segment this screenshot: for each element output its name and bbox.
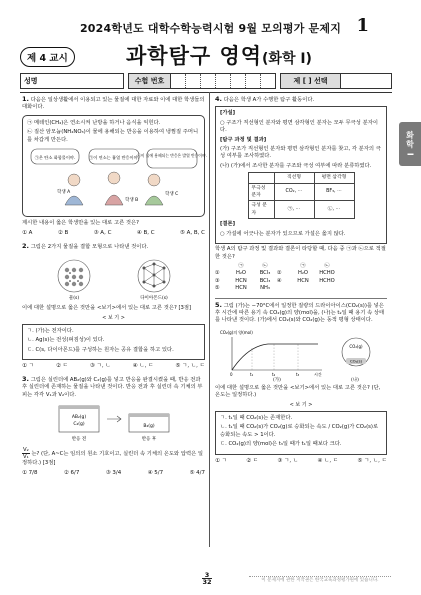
choice-head: ㉠ bbox=[238, 262, 244, 269]
left-column bbox=[22, 96, 205, 483]
subject-main: 과학탐구 영역 bbox=[126, 44, 263, 68]
question-stem: 그림은 2가지 물질을 결합 모형으로 나타낸 것이다. bbox=[30, 243, 149, 250]
question-number: 2. bbox=[22, 241, 29, 250]
choice-4[interactable]: ④ B, C bbox=[136, 230, 155, 237]
choice-marker[interactable]: ⑤ bbox=[215, 285, 220, 292]
bonding-model-figure bbox=[34, 254, 194, 302]
choice-1[interactable]: ① ㄱ bbox=[215, 457, 227, 464]
before-item-1: AB₂(g) bbox=[71, 414, 86, 420]
question-ask: 이에 대한 설명으로 옳은 것만을 <보기>에서 있는 대로 고른 것은? (단, 온도는 일정하다.) bbox=[215, 384, 381, 399]
table-cell: CO₂, ⋯ bbox=[274, 183, 314, 201]
table-cell: ㉠, ⋯ bbox=[274, 201, 314, 219]
table-cell: ㉡, ⋯ bbox=[314, 201, 354, 219]
choice-marker[interactable]: ① bbox=[215, 270, 220, 277]
table-head-cell: 평면 삼각형 bbox=[314, 173, 354, 183]
name-field[interactable] bbox=[20, 73, 124, 89]
answer-choices bbox=[22, 363, 205, 370]
choice-value: NH₃ bbox=[260, 285, 270, 292]
choice-1[interactable]: ① A bbox=[22, 230, 33, 237]
choice-value: BCl₃ bbox=[259, 277, 271, 284]
t-label-3: t₃ bbox=[296, 371, 300, 377]
bogi-box bbox=[22, 324, 205, 360]
answer-choices bbox=[22, 470, 205, 477]
student-a-label: 학생 A bbox=[56, 190, 70, 196]
bogi-item: ㄴ. Ag(s)는 전성(펴짐성)이 있다. bbox=[27, 337, 105, 344]
elective-choice-field[interactable] bbox=[280, 73, 392, 89]
choice-2[interactable]: ② ㄷ bbox=[55, 363, 68, 370]
conclusion-text: ○ 가설에 어긋나는 분자가 있으므로 가설은 옳지 않다. bbox=[220, 230, 346, 237]
question-ask: 제시한 내용이 옳은 학생만을 있는 대로 고른 것은? bbox=[22, 220, 139, 227]
bogi-item: ㄴ. t₁일 때 CO₂(s)가 CO₂(g)로 승화되는 속도 / CO₂(g)가 CO₂(s)로 승화되는 속도 > 1이다. bbox=[220, 424, 379, 438]
subject-title bbox=[126, 40, 312, 70]
choice-row[interactable] bbox=[215, 285, 339, 292]
digit-box[interactable] bbox=[246, 74, 261, 88]
fig-label-a: (가) bbox=[273, 377, 281, 383]
info-line: ㉠ 메테인(CH₄)은 연소시켜 난방을 하거나 음식을 익힌다. bbox=[27, 119, 161, 126]
ratio-den: V₁ bbox=[23, 453, 29, 460]
bubble-b: ㉠이 연소는 흡열 반응이야. bbox=[88, 155, 139, 161]
conclusion-title: [결론] bbox=[220, 221, 236, 228]
digit-box[interactable] bbox=[216, 74, 231, 88]
choice-5[interactable]: ⑤ ㄱ, ㄴ, ㄷ bbox=[175, 363, 205, 370]
before-label: 반응 전 bbox=[71, 436, 86, 442]
choice-5[interactable]: ⑤ A, B, C bbox=[179, 230, 205, 237]
bogi-title: < 보 기 > bbox=[102, 314, 125, 321]
candidate-info-row bbox=[20, 73, 392, 89]
choice-4[interactable]: ④ ㄴ, ㄷ bbox=[317, 457, 339, 464]
bogi-box bbox=[215, 411, 387, 455]
bogi-title: < 보 기 > bbox=[289, 401, 313, 408]
question-3 bbox=[22, 376, 205, 478]
equilibrium-figure bbox=[218, 328, 384, 382]
table-cell: 극성 분자 bbox=[248, 201, 274, 219]
header-rule bbox=[20, 92, 392, 93]
volume-ratio bbox=[22, 447, 30, 460]
page-number: 1 bbox=[356, 15, 369, 36]
choice-row[interactable] bbox=[215, 270, 339, 277]
model-label-2: 다이아몬드(s) bbox=[139, 296, 168, 302]
page-fraction bbox=[202, 572, 211, 585]
page-current: 3 bbox=[202, 572, 211, 579]
choice-4[interactable]: ④ 5/7 bbox=[147, 470, 164, 477]
choice-marker[interactable]: ③ bbox=[215, 277, 220, 284]
name-label: 성명 bbox=[24, 77, 38, 85]
bogi-item: ㄱ. t₁일 때 CO₂(s)는 존재한다. bbox=[220, 414, 293, 421]
choice-marker[interactable]: ④ bbox=[277, 277, 282, 284]
session-badge: 제 4 교시 bbox=[20, 47, 75, 67]
answer-choice-table bbox=[215, 263, 339, 293]
hypothesis-text: ○ 구조가 직선형인 분자와 평면 삼각형인 분자는 모두 무극성 분자이다. bbox=[220, 119, 378, 134]
choice-marker[interactable]: ② bbox=[277, 270, 282, 277]
digit-box[interactable] bbox=[171, 74, 186, 88]
choice-1[interactable]: ① 7/8 bbox=[22, 470, 38, 477]
cylinder-figure bbox=[39, 402, 189, 444]
bogi-item: ㄷ. C(s, 다이아몬드)를 구성하는 원자는 공유 결합을 하고 있다. bbox=[27, 346, 174, 353]
exam-number-label: 수험 번호 bbox=[129, 74, 171, 88]
question-2 bbox=[22, 243, 205, 371]
procedure-step: (가) 구조가 직선형인 분자와 평면 삼각형인 분자를 찾고, 각 분자의 극성 여부를 조사하였다. bbox=[220, 146, 381, 160]
info-line: ㉡ 질산 암모늄(NH₄NO₃)이 물에 용해되는 반응을 이용하여 냉찜질 주머니를 차갑게 만든다. bbox=[27, 129, 199, 143]
choice-value: HCN bbox=[235, 285, 247, 292]
fig-inner-gas: CO₂(g) bbox=[349, 343, 363, 349]
digit-box[interactable] bbox=[201, 74, 216, 88]
answer-choices bbox=[215, 458, 387, 465]
choice-head: ㉡ bbox=[262, 262, 268, 269]
ratio-text: 는? (단, A~C는 임의의 원소 기호이고, 실린더 속 기체의 온도와 압력은 일정하다.) [3점] bbox=[22, 450, 204, 466]
choice-4[interactable]: ④ ㄴ, ㄷ bbox=[132, 363, 154, 370]
inquiry-box bbox=[215, 106, 387, 244]
t-label-1: t₁ bbox=[250, 371, 254, 377]
right-column bbox=[215, 96, 387, 470]
choice-value: BCl₃ bbox=[259, 270, 271, 277]
choice-head: ㉡ bbox=[324, 262, 330, 269]
question-ask: 이에 대한 설명으로 옳은 것만을 <보기>에서 있는 대로 고른 것은? [3점] bbox=[22, 305, 192, 312]
subject-sub: (화학 I) bbox=[262, 51, 312, 67]
t-label-2: t₂ bbox=[272, 371, 276, 377]
students-illustration bbox=[29, 147, 207, 209]
student-c-label: 학생 C bbox=[164, 192, 178, 198]
after-label: 반응 후 bbox=[141, 436, 156, 442]
hypothesis-title: [가설] bbox=[220, 110, 236, 117]
choice-5[interactable]: ⑤ ㄱ, ㄴ, ㄷ bbox=[357, 457, 387, 464]
x-axis-label: 시간 bbox=[314, 371, 322, 377]
exam-number-field[interactable] bbox=[128, 73, 276, 89]
elective-choice-label: 제 [ ] 선택 bbox=[281, 74, 341, 88]
fig-inner-solid: CO₂(s) bbox=[349, 358, 363, 364]
bogi-item: ㄱ. (가)는 전자이다. bbox=[27, 328, 74, 335]
bubble-a: ㉠은 탄소 화합물이야. bbox=[34, 155, 75, 161]
question-stem: 다음은 학생 A가 수행한 탐구 활동이다. bbox=[223, 97, 315, 103]
choice-head: ㉠ bbox=[300, 262, 306, 269]
choice-value: HCN bbox=[297, 277, 309, 284]
choice-3[interactable]: ③ A, C bbox=[93, 230, 112, 237]
choice-2[interactable]: ② 6/7 bbox=[63, 470, 80, 477]
diamond-model bbox=[138, 260, 170, 301]
fig-label-b: (나) bbox=[351, 377, 359, 383]
exam-header bbox=[0, 0, 421, 80]
choice-3[interactable]: ③ 3/4 bbox=[105, 470, 122, 477]
column-divider bbox=[209, 92, 210, 547]
question-ask: 학생 A의 탐구 과정 및 결과와 결론이 타당할 때, 다음 중 ㉠과 ㉡으로 적절한 것은? bbox=[215, 246, 386, 260]
choice-2[interactable]: ② B bbox=[57, 230, 69, 237]
t-label-0: 0 bbox=[230, 371, 233, 377]
choice-row[interactable] bbox=[215, 278, 339, 285]
before-item-2: C₂(g) bbox=[72, 421, 85, 427]
metal-model bbox=[58, 260, 90, 301]
choice-1[interactable]: ① ㄱ bbox=[22, 363, 34, 370]
choice-value: HCN bbox=[235, 277, 247, 284]
choice-3[interactable]: ③ ㄱ, ㄴ bbox=[89, 363, 111, 370]
choice-5[interactable]: ⑤ 4/7 bbox=[189, 470, 205, 477]
choice-value: HCHO bbox=[319, 277, 335, 284]
info-panel bbox=[22, 115, 205, 217]
copyright-note: 이 문제지에 관한 저작권은 한국교육과정평가원에 있습니다. bbox=[249, 576, 391, 583]
table-cell: BF₃, ⋯ bbox=[314, 183, 354, 201]
digit-box[interactable] bbox=[186, 74, 201, 88]
question-number: 5. bbox=[215, 300, 222, 309]
table-cell: 무극성 분자 bbox=[248, 183, 274, 201]
model-label-1: 물(s) bbox=[68, 296, 79, 302]
bogi-item: ㄷ. CO₂(g)의 양(mol)은 t₃일 때가 t₁일 때보다 크다. bbox=[220, 441, 342, 448]
question-number: 1. bbox=[22, 95, 29, 103]
table-head-cell bbox=[248, 173, 274, 183]
question-1 bbox=[22, 96, 205, 238]
choice-value: H₂O bbox=[235, 270, 247, 277]
ratio-question bbox=[22, 447, 205, 467]
page-total: 32 bbox=[202, 578, 212, 586]
subject-side-tab: 화학 I bbox=[399, 122, 421, 166]
student-b-label: 학생 B bbox=[124, 198, 138, 204]
answer-choices bbox=[22, 230, 205, 237]
after-item-1: B₂(g) bbox=[142, 423, 155, 429]
choice-3[interactable]: ③ ㄱ, ㄴ bbox=[277, 457, 299, 464]
question-number: 3. bbox=[22, 374, 29, 383]
classification-table bbox=[248, 172, 355, 219]
question-4 bbox=[215, 96, 387, 293]
choice-value: HCHO bbox=[319, 270, 335, 277]
question-5 bbox=[215, 298, 387, 465]
digit-box[interactable] bbox=[261, 74, 275, 88]
choice-2[interactable]: ② ㄷ bbox=[246, 457, 259, 464]
ratio-num: V₂ bbox=[23, 446, 29, 453]
page-counter bbox=[187, 572, 227, 586]
procedure-title: [탐구 과정 및 결과] bbox=[220, 136, 267, 143]
question-number: 4. bbox=[215, 95, 222, 103]
bubble-c: ㉡이 물에 용해되는 반응은 발열 반응이야. bbox=[136, 153, 207, 159]
question-stem: 그림은 실린더에 AB₂(g)와 C₂(g)를 넣고 반응을 완결시켰을 때, 반응 전과 후 실린더에 존재하는 물질을 나타낸 것이다. 반응 전과 후 실린더 속 기체의 부피는 각각 V₁과 V₂이다. bbox=[22, 376, 203, 398]
y-axis-label: CO₂(g)의 양(mol) bbox=[220, 329, 253, 335]
choice-value: H₂O bbox=[297, 270, 309, 277]
digit-box[interactable] bbox=[231, 74, 246, 88]
question-stem: 그림 (가)는 −70°C에서 일정한 질량의 드라이아이스(CO₂(s))를 넣은 후 시간에 따른 용기 속 CO₂(g)의 양(mol)을, (나)는 t₂일 때 용기 속 상태를 나타낸 것이다. (가)에서 CO₂(s)와 CO₂(g)는 동적 평형 상태이다. bbox=[215, 302, 385, 324]
procedure-step: (나) (가)에서 조사한 분자를 구조와 극성 여부에 따라 분류하였다. bbox=[220, 162, 372, 169]
table-head-cell: 직선형 bbox=[274, 173, 314, 183]
exam-title: 2024학년도 대학수학능력시험 9월 모의평가 문제지 bbox=[79, 22, 342, 35]
question-stem: 다음은 일상생활에서 이용되고 있는 물질에 대한 자료와 이에 대한 학생들의 대화이다. bbox=[22, 97, 205, 111]
